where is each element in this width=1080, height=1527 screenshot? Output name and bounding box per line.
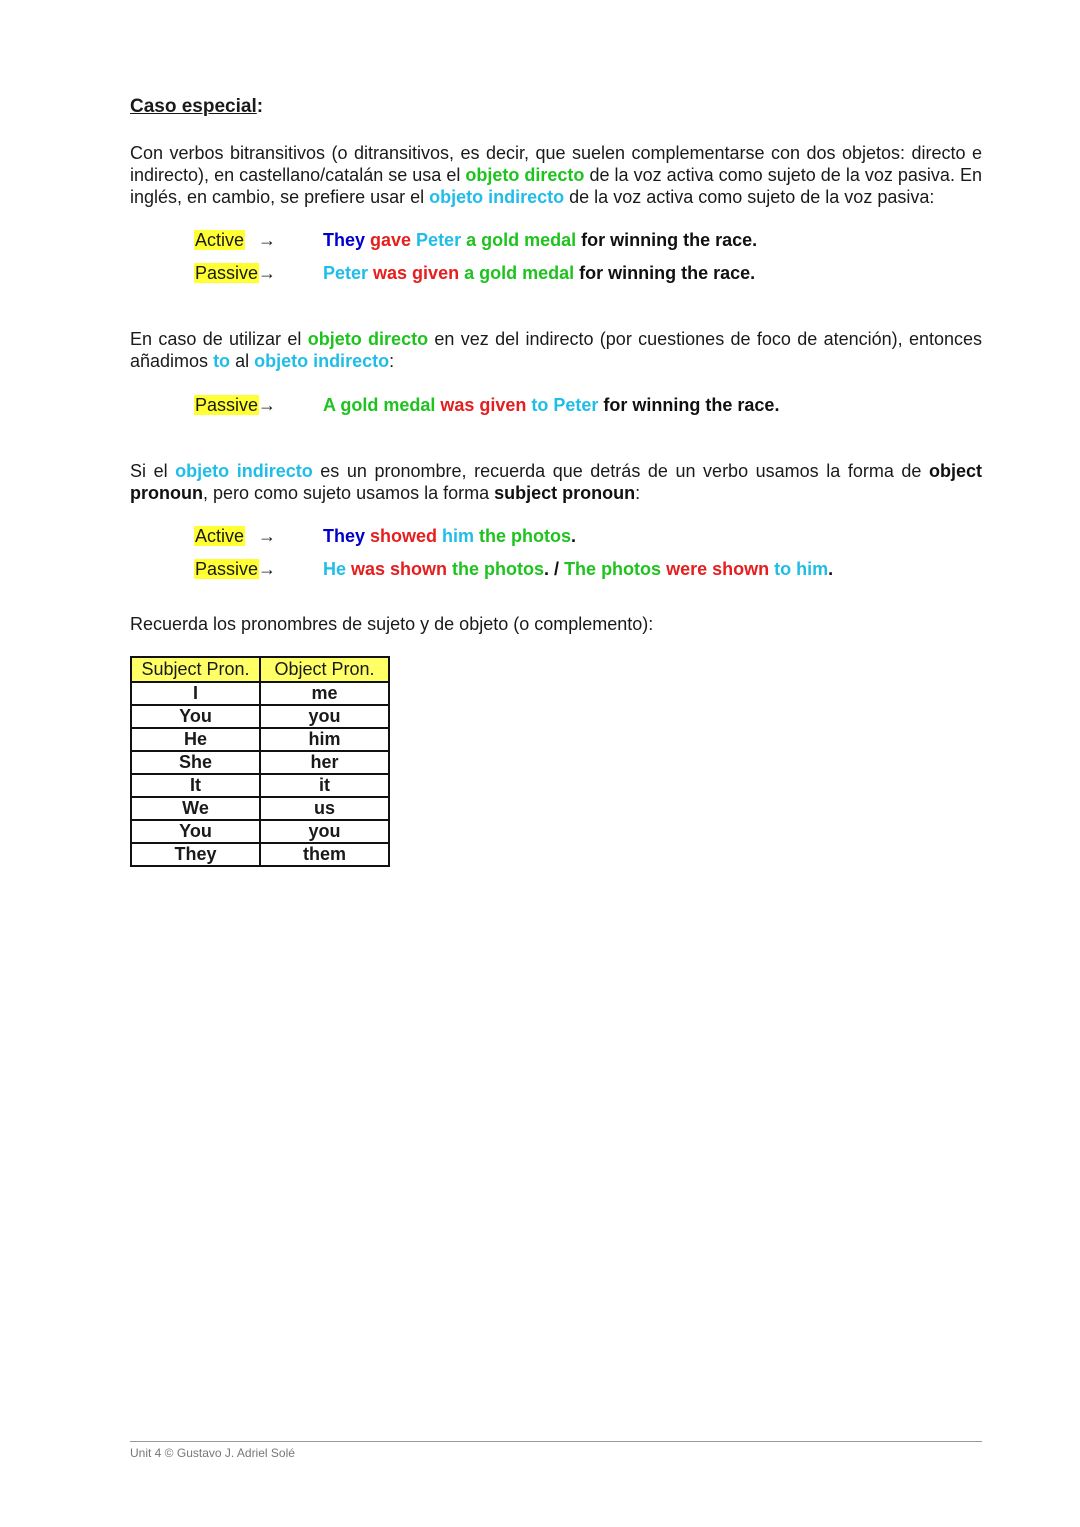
table-row	[131, 705, 389, 728]
page-footer: Unit 4 © Gustavo J. Adriel Solé	[130, 1446, 295, 1460]
object-cell: them	[260, 843, 389, 866]
example-sentence: Peter was given a gold medal for winning the race.	[323, 263, 756, 283]
table-row	[131, 682, 389, 705]
passive-label: Passive	[195, 263, 259, 283]
subject-cell: They	[131, 843, 260, 866]
object-cell: me	[260, 682, 389, 705]
arrow-icon: →	[258, 395, 276, 415]
table-row	[131, 843, 389, 866]
subject-cell: You	[131, 820, 260, 843]
example-sentence: He was shown the photos. / The photos were shown to him.	[323, 559, 834, 579]
object-cell: it	[260, 774, 389, 797]
object-cell: her	[260, 751, 389, 774]
subject-pron-header: Subject Pron.	[131, 657, 260, 682]
active-label: Active	[195, 526, 245, 546]
paragraph-bitransitive: Con verbos bitransitivos (o ditransitivos, es decir, que suelen complementarse con dos objetos: directo e indirecto), en castellano/catalán se usa el objeto directo de la voz activa como sujeto de la voz pasiva. En inglés, en cambio, se prefiere usar el objeto indirecto de la voz activa como sujeto de la voz pasiva:	[130, 143, 982, 207]
pronoun-table	[130, 656, 390, 867]
arrow-icon: →	[258, 559, 276, 579]
passive-label: Passive	[195, 559, 259, 579]
footer-divider	[130, 1441, 982, 1442]
active-label: Active	[195, 230, 245, 250]
table-row	[131, 820, 389, 843]
example-active-1	[194, 229, 758, 251]
arrow-icon: →	[258, 230, 276, 250]
subject-cell: It	[131, 774, 260, 797]
paragraph-pronoun: Si el objeto indirecto es un pronombre, recuerda que detrás de un verbo usamos la forma de object pronoun, pero como sujeto usamos la forma subject pronoun:	[130, 461, 982, 503]
example-sentence: A gold medal was given to Peter for winning the race.	[323, 395, 780, 415]
paragraph-reminder: Recuerda los pronombres de sujeto y de objeto (o complemento):	[130, 614, 654, 634]
paragraph-direct-object: En caso de utilizar el objeto directo en vez del indirecto (por cuestiones de foco de atención), entonces añadimos to al objeto indirecto:	[130, 329, 982, 371]
object-cell: you	[260, 820, 389, 843]
arrow-icon: →	[258, 263, 276, 283]
table-header-row	[131, 657, 389, 682]
example-passive-1	[194, 262, 756, 284]
table-row	[131, 728, 389, 751]
example-passive-2	[194, 394, 780, 416]
subject-cell: He	[131, 728, 260, 751]
example-active-3	[194, 525, 577, 547]
section-heading: Caso especial:	[130, 96, 264, 117]
passive-label: Passive	[195, 395, 259, 415]
subject-cell: You	[131, 705, 260, 728]
arrow-icon: →	[258, 526, 276, 546]
object-cell: him	[260, 728, 389, 751]
object-cell: us	[260, 797, 389, 820]
object-pron-header: Object Pron.	[260, 657, 389, 682]
object-cell: you	[260, 705, 389, 728]
example-passive-3	[194, 558, 834, 580]
subject-cell: We	[131, 797, 260, 820]
subject-cell: I	[131, 682, 260, 705]
subject-cell: She	[131, 751, 260, 774]
table-row	[131, 774, 389, 797]
example-sentence: They gave Peter a gold medal for winning the race.	[323, 230, 758, 250]
table-row	[131, 797, 389, 820]
example-sentence: They showed him the photos.	[323, 526, 577, 546]
table-row	[131, 751, 389, 774]
